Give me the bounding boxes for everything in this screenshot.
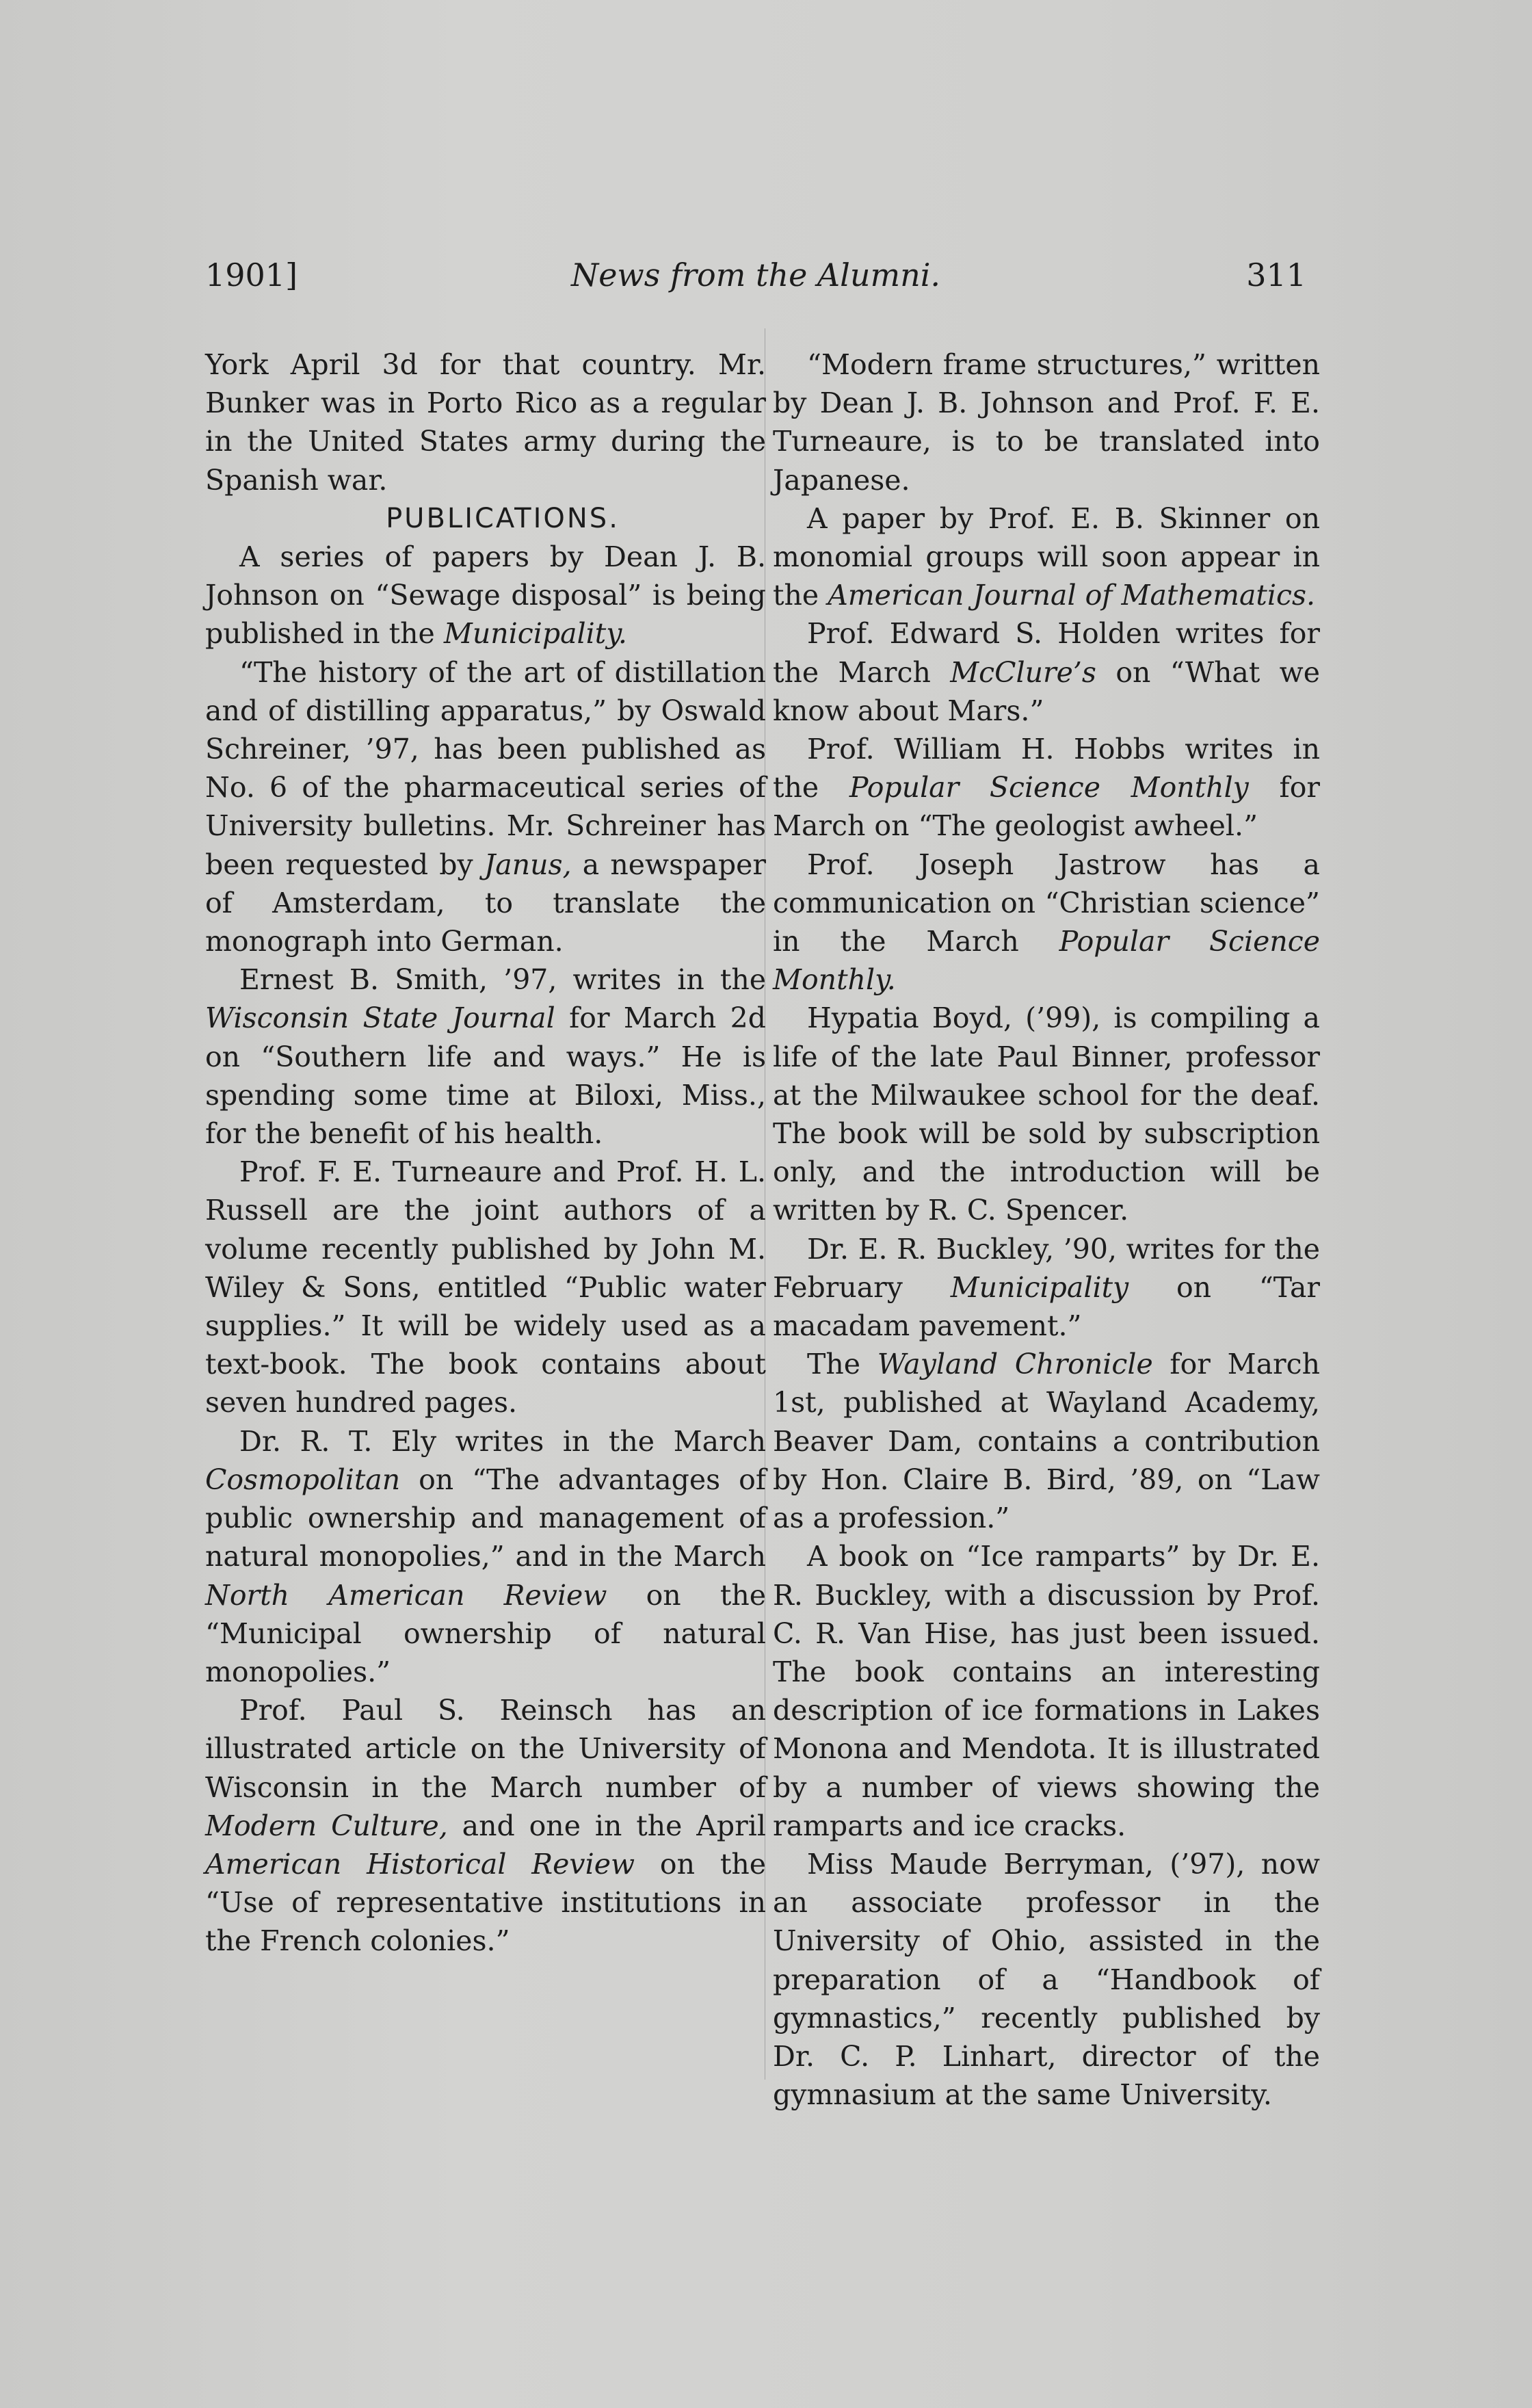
paragraph: Miss Maude Berryman, (’97), now an associate professor in the University of Ohio, assisted in the preparation of a “Handbook of gymnastics,” recently published by Dr. C. P. Linhart, director of the gymnasium at the same University. [773, 1847, 1320, 2112]
paragraph: Prof. F. E. Turneaure and Prof. H. L. Russell are the joint authors of a volume recently published by John M. Wiley & Sons, entitled “Public water supplies.” It will be widely used as a text-book. The book contains about seven hundred pages. [205, 1155, 766, 1419]
paragraph: Prof. Paul S. Reinsch has an illustrated article on the University of Wisconsin in the March number of Modern Culture, and one in the April American Historical Review on the “Use of representative institutions in the French colonies.” [205, 1694, 766, 1958]
paragraph: Dr. E. R. Buckley, ’90, writes for the February Municipality on “Tar macadam pavement.” [773, 1232, 1320, 1343]
page-number: 311 [1246, 257, 1306, 293]
header-title: News from the Alumni. [570, 257, 941, 293]
paragraph: Prof. Joseph Jastrow has a communication on “Christian science” in the March Popular Science Monthly. [773, 848, 1320, 997]
paragraph: A paper by Prof. E. B. Skinner on monomial groups will soon appear in the American Journal of Mathematics. [773, 501, 1320, 612]
header-year: 1901] [205, 257, 298, 293]
paragraph: Prof. William H. Hobbs writes in the Popular Science Monthly for March on “The geologist awheel.” [773, 733, 1320, 843]
running-header [205, 257, 1306, 304]
paragraph: Hypatia Boyd, (’99), is compiling a life of the late Paul Binner, professor at the Milwaukee school for the deaf. The book will be sold by subscription only, and the introduction will be written by R. C. Spencer. [773, 1002, 1320, 1227]
left-column [205, 345, 766, 1961]
paragraph: Prof. Edward S. Holden writes for the March McClure’s on “What we know about Mars.” [773, 617, 1320, 727]
section-heading: PUBLICATIONS. [386, 502, 620, 534]
right-column [773, 345, 1320, 2114]
paragraph: Dr. R. T. Ely writes in the March Cosmopolitan on “The advantages of public ownership and management of natural monopolies,” and in the March North American Review on the “Municipal ownership of natural monopolies.” [205, 1424, 766, 1688]
paragraph: “The history of the art of distillation and of distilling apparatus,” by Oswald Schreiner, ’97, has been published as No. 6 of the pharmaceutical series of University bulletins. Mr. Schreiner has been requested by Janus, a newspaper of Amsterdam, to translate the monograph into German. [205, 655, 766, 958]
paragraph: A book on “Ice ramparts” by Dr. E. R. Buckley, with a discussion by Prof. C. R. Van Hise, has just been issued. The book contains an interesting description of ice formations in Lakes Monona and Mendota. It is illustrated by a number of views showing the ramparts and ice cracks. [773, 1540, 1320, 1842]
paragraph-continued: York April 3d for that country. Mr. Bunker was in Porto Rico as a regular in the United States army during the Spanish war. [205, 348, 766, 497]
paragraph: A series of papers by Dean J. B. Johnson on “Sewage disposal” is being published in the Municipality. [205, 540, 766, 651]
paragraph: The Wayland Chronicle for March 1st, published at Wayland Academy, Beaver Dam, contains a contribution by Hon. Claire B. Bird, ’89, on “Law as a profession.” [773, 1348, 1320, 1535]
paragraph: Ernest B. Smith, ’97, writes in the Wisconsin State Journal for March 2d on “Southern life and ways.” He is spending some time at Biloxi, Miss., for the benefit of his health. [205, 963, 767, 1151]
paragraph: “Modern frame structures,” written by Dean J. B. Johnson and Prof. F. E. Turneaure, is to be translated into Japanese. [773, 348, 1320, 497]
